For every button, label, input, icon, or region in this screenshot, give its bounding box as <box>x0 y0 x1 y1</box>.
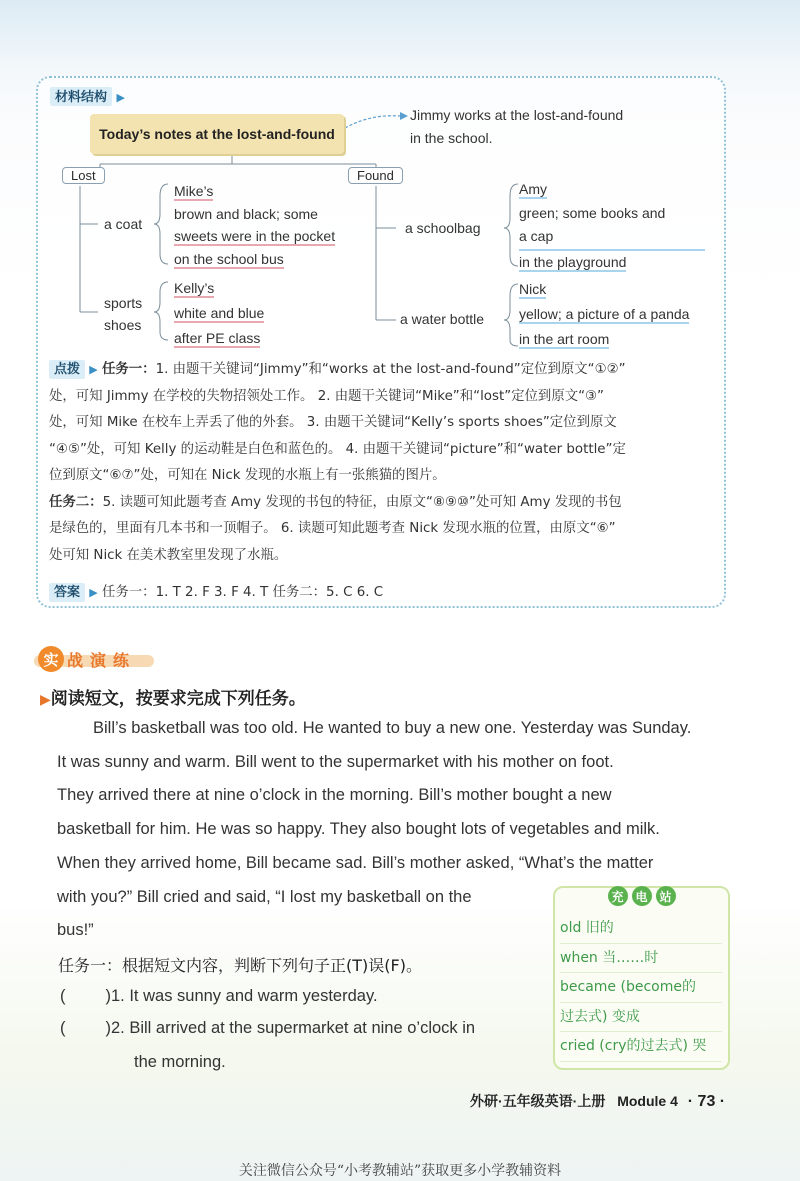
detail-line: green; some books and <box>519 204 666 221</box>
lost-node: Lost <box>62 167 105 184</box>
task1-title: 任务一：根据短文内容，判断下列句子正(T)误(F)。 <box>58 956 422 975</box>
coat-details <box>174 180 335 270</box>
hint-line: 1. 由题干关键词“Jimmy”和“works at the lost-and-found”定位到原文“①②” <box>155 362 626 377</box>
task2-label: 任务二： <box>49 494 103 510</box>
question-2 <box>60 1012 475 1079</box>
practice-badge <box>38 645 129 673</box>
answer-blank-open[interactable]: ( <box>60 987 66 1005</box>
detail-line: Mike’s <box>174 183 214 199</box>
vocab-line: 过去式) 变成 <box>560 1003 722 1033</box>
detail-line: sweets were in the pocket <box>174 228 336 244</box>
story-line: with you?” Bill cried and said, “I lost my basketball on the <box>57 887 472 906</box>
badge-char: 练 <box>113 652 130 670</box>
vocab-line: cried (cry的过去式) 哭 <box>560 1032 722 1062</box>
instruction <box>40 684 306 709</box>
answer-row <box>49 580 383 607</box>
detail-line: Amy <box>519 181 547 197</box>
callout-line-2: in the school. <box>410 130 493 146</box>
book-title: 外研·五年级英语·上册 <box>470 1093 606 1109</box>
story-line: It was sunny and warm. Bill went to the supermarket with his mother on foot. <box>57 752 614 771</box>
answer-blank-close: ) <box>105 987 111 1005</box>
vocab-line: became (become的 <box>560 973 722 1003</box>
vocab-title-char: 站 <box>656 886 676 906</box>
bottle-details <box>519 277 689 352</box>
watermark: 关注微信公众号“小考教辅站”获取更多小学教辅资料 <box>238 1163 562 1179</box>
badge-char: 实 <box>38 646 64 672</box>
schoolbag-details <box>519 178 705 274</box>
triangle-right-icon: ▶ <box>89 363 98 376</box>
hint-label: 点拨 <box>49 360 85 379</box>
vocab-title <box>555 886 728 906</box>
hint-line: 位到原文“⑥⑦”处，可知在 Nick 发现的水瓶上有一张熊猫的图片。 <box>49 468 446 483</box>
question-text-continued: the morning. <box>134 1052 226 1071</box>
triangle-right-icon: ▶ <box>40 692 51 708</box>
story-line: When they arrived home, Bill became sad. Bill’s mother asked, “What’s the matter <box>57 853 654 872</box>
badge-char: 演 <box>90 652 107 670</box>
footer-info <box>470 1091 725 1111</box>
detail-line: Nick <box>519 281 547 297</box>
lost-item-shoes <box>104 292 142 336</box>
found-node: Found <box>348 167 403 184</box>
hint-line: 处，可知 Jimmy 在学校的失物招领处工作。 2. 由题干关键词“Mike”和“lost”定位到原文“③” <box>49 388 604 404</box>
badge-char: 战 <box>67 652 84 670</box>
detail-line: yellow; a picture of a panda <box>519 306 690 322</box>
detail-line: white and blue <box>174 305 265 321</box>
vocab-title-char: 充 <box>608 886 628 906</box>
notes-title-banner <box>90 114 344 154</box>
detail-line: in the art room <box>519 331 610 347</box>
answer-blank-close: ) <box>105 1019 111 1037</box>
story-line: bus!” <box>57 921 94 940</box>
question-text: 2. Bill arrived at the supermarket at nine o’clock in <box>111 1019 476 1037</box>
triangle-right-icon: ▶ <box>116 92 125 104</box>
hint-line: 处，可知 Mike 在校车上弄丢了他的外套。 3. 由题干关键词“Kelly’s sports shoes”定位到原文 <box>49 415 617 430</box>
callout <box>410 104 623 150</box>
detail-line: brown and black; some <box>174 205 318 222</box>
notes-title: Today’s notes at the lost-and-found <box>99 126 335 142</box>
detail-line: a cap <box>519 228 554 244</box>
hint-line: 5. 读题可知此题考查 Amy 发现的书包的特征，由原文“⑧⑨⑩”处可知 Amy 发现的书包 <box>102 494 622 510</box>
hint-line: 处可知 Nick 在美术教室里发现了水瓶。 <box>49 547 288 563</box>
task1-label: 任务一： <box>102 362 156 377</box>
vocab-line: when 当……时 <box>560 944 722 974</box>
instruction-text: 阅读短文，按要求完成下列任务。 <box>50 689 306 709</box>
shoes-details <box>174 276 264 351</box>
answer-blank-open[interactable]: ( <box>60 1019 66 1037</box>
item-name-line: sports <box>104 295 143 311</box>
story-line: They arrived there at nine o’clock in the morning. Bill’s mother bought a new <box>57 786 612 805</box>
detail-line: after PE class <box>174 330 261 346</box>
vocab-line: old 旧的 <box>560 914 722 944</box>
found-item-schoolbag: a schoolbag <box>405 220 481 236</box>
section-label-text: 材料结构 <box>50 87 112 106</box>
detail-line: on the school bus <box>174 250 284 267</box>
module-label: Module 4 <box>617 1093 678 1109</box>
vocab-title-char: 电 <box>632 886 652 906</box>
vocab-list <box>555 906 728 1062</box>
triangle-right-icon: ▶ <box>89 586 98 599</box>
hint-line: “④⑤”处，可知 Kelly 的运动鞋是白色和蓝色的。 4. 由题干关键词“picture”和“water bottle”定 <box>49 441 626 457</box>
answer-label: 答案 <box>49 583 85 602</box>
hint-paragraph <box>49 357 725 569</box>
question-1 <box>60 980 378 1014</box>
story-line: basketball for him. He was so happy. They also bought lots of vegetables and milk. <box>57 820 660 839</box>
story-line: Bill’s basketball was too old. He wanted to buy a new one. Yesterday was Sunday. <box>93 719 692 737</box>
page-number: · 73 · <box>687 1093 726 1110</box>
vocab-note <box>553 886 730 1070</box>
callout-line-1: Jimmy works at the lost-and-found <box>410 107 624 123</box>
hint-line: 是绿色的，里面有几本书和一顶帽子。 6. 读题可知此题考查 Nick 发现水瓶的位置，由原文“⑥” <box>49 521 616 536</box>
item-name-line: shoes <box>104 317 142 333</box>
question-text: 1. It was sunny and warm yesterday. <box>111 987 378 1005</box>
detail-line: in the playground <box>519 253 627 270</box>
detail-line: Kelly’s <box>174 280 215 296</box>
answer-text: 任务一：1. T 2. F 3. F 4. T 任务二：5. C 6. C <box>102 585 384 600</box>
found-item-water-bottle: a water bottle <box>400 311 485 327</box>
lost-item-coat: a coat <box>104 216 143 232</box>
